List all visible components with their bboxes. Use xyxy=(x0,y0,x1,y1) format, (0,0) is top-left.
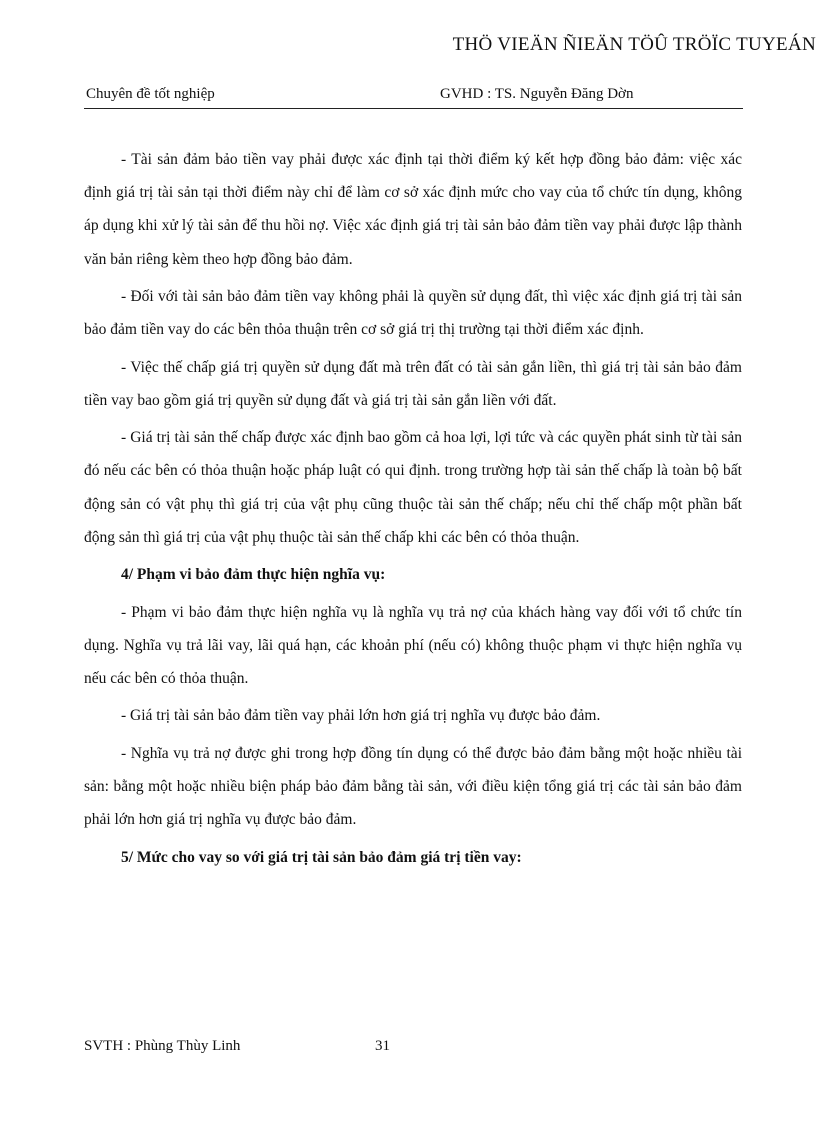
footer-student: SVTH : Phùng Thùy Linh xyxy=(84,1038,241,1054)
page-header xyxy=(84,86,743,109)
header-advisor: GVHD : TS. Nguyễn Đăng Dờn xyxy=(440,86,634,102)
section-heading: 5/ Mức cho vay so với giá trị tài sản bảo đảm giá trị tiền vay: xyxy=(121,848,522,866)
paragraph: - Phạm vi bảo đảm thực hiện nghĩa vụ là nghĩa vụ trả nợ của khách hàng vay đối với tổ chức tín dụng. Nghĩa vụ trả lãi vay, lãi quá hạn, các khoản phí (nếu có) không thuộc phạm vi thực hiện nghĩa vụ nếu các bên có thỏa thuận. xyxy=(84,603,742,687)
paragraph: - Giá trị tài sản thế chấp được xác định bao gồm cả hoa lợi, lợi tức và các quyền phát sinh từ tài sản đó nếu các bên có thỏa thuận hoặc pháp luật có qui định. trong trường hợp tài sản thế chấp là toàn bộ bất động sản có vật phụ thì giá trị của vật phụ cũng thuộc tài sản thế chấp; nếu chỉ thế chấp một phần bất động sản thì giá trị của vật phụ thuộc tài sản thế chấp khi các bên có thỏa thuận. xyxy=(84,429,742,546)
paragraph: - Đối với tài sản bảo đảm tiền vay không phải là quyền sử dụng đất, thì việc xác định giá trị tài sản bảo đảm tiền vay do các bên thỏa thuận trên cơ sở giá trị thị trường tại thời điểm xác định. xyxy=(84,288,742,339)
watermark-text: THÖ VIEÄN ÑIEÄN TÖÛ TRÖÏC TUYEÁN xyxy=(452,34,816,55)
page-number: 31 xyxy=(375,1038,390,1054)
section-heading: 4/ Phạm vi bảo đảm thực hiện nghĩa vụ: xyxy=(121,566,386,584)
header-title: Chuyên đề tốt nghiệp xyxy=(86,86,215,102)
paragraph: - Việc thế chấp giá trị quyền sử dụng đất mà trên đất có tài sản gắn liền, thì giá trị tài sản bảo đảm tiền vay bao gồm giá trị quyền sử dụng đất và giá trị tài sản gắn liền với đất. xyxy=(84,358,742,409)
paragraph: - Giá trị tài sản bảo đảm tiền vay phải lớn hơn giá trị nghĩa vụ được bảo đảm. xyxy=(121,707,601,725)
paragraph: - Tài sản đảm bảo tiền vay phải được xác định tại thời điểm ký kết hợp đồng bảo đảm: việc xác định giá trị tài sản tại thời điểm này chỉ để làm cơ sở xác định mức cho vay của tổ chức tín dụng, không áp dụng khi xử lý tài sản để thu hồi nợ. Việc xác định giá trị tài sản bảo đảm tiền vay phải được lập thành văn bản riêng kèm theo hợp đồng bảo đảm. xyxy=(84,151,742,268)
document-body xyxy=(84,143,742,878)
paragraph: - Nghĩa vụ trả nợ được ghi trong hợp đồng tín dụng có thể được bảo đảm bằng một hoặc nhiều tài sản: bằng một hoặc nhiều biện pháp bảo đảm bằng tài sản, với điều kiện tổng giá trị các tài sản bảo đảm phải lớn hơn giá trị nghĩa vụ được bảo đảm. xyxy=(84,744,742,829)
